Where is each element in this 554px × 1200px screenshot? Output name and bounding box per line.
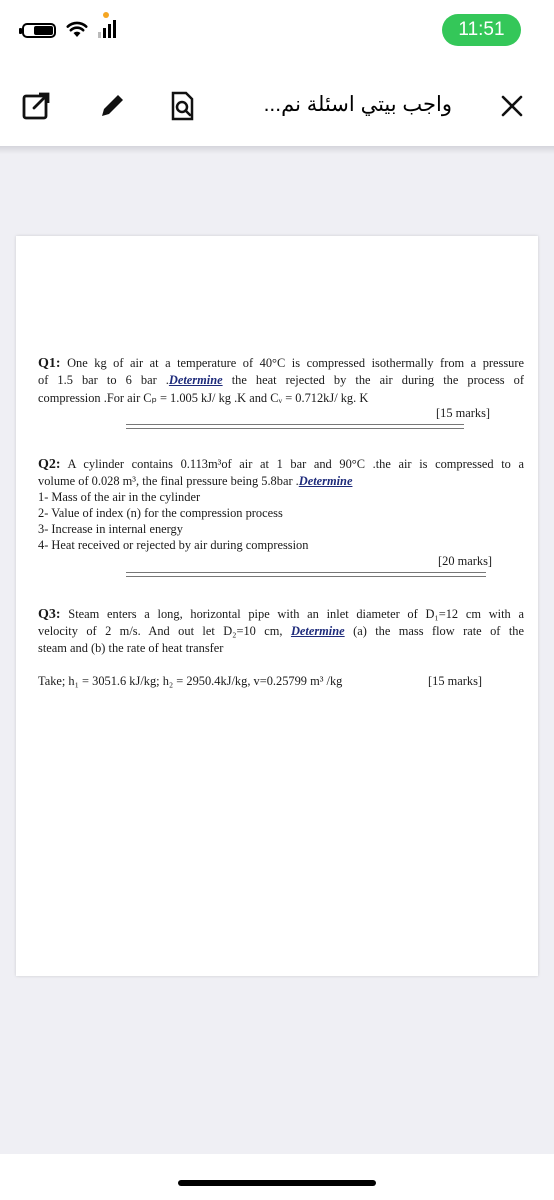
search-document-icon[interactable] bbox=[166, 90, 198, 122]
battery-icon bbox=[22, 23, 56, 38]
wifi-icon bbox=[66, 20, 88, 38]
q3-marks: [15 marks] bbox=[428, 674, 483, 688]
q3-number: Q3: bbox=[38, 607, 61, 622]
document-viewer[interactable] bbox=[0, 154, 554, 1154]
signal-icon bbox=[98, 20, 120, 38]
document-page bbox=[16, 236, 538, 976]
q1-marks: [15 marks] bbox=[436, 406, 491, 420]
q2-line-2: volume of 0.028 m³, the final pressure being 5.8bar .Determine bbox=[38, 474, 353, 488]
pencil-icon[interactable] bbox=[96, 90, 128, 122]
q2-marks: [20 marks] bbox=[438, 554, 493, 568]
separator-line bbox=[126, 424, 464, 429]
q2-item: 2- Value of index (n) for the compression process bbox=[38, 506, 283, 520]
close-icon[interactable] bbox=[496, 90, 528, 122]
status-time: 11:51 bbox=[442, 14, 521, 46]
document-title: واجب بيتي اسئلة نم... bbox=[263, 93, 452, 116]
determine-label: Determine bbox=[290, 624, 345, 638]
q1-line-3: compression .For air Cₚ = 1.005 kJ/ kg .K and Cᵥ = 0.712kJ/ kg. K bbox=[38, 391, 369, 405]
q2-line-1: Q2: A cylinder contains 0.113m³of air at 1 bar and 90°C .the air is compressed to a bbox=[38, 457, 524, 472]
q3-given-values: Take; h₁ = 3051.6 kJ/kg; h₂ = 2950.4kJ/kg, v=0.25799 m³ /kg bbox=[38, 674, 343, 688]
q2-item: 1- Mass of the air in the cylinder bbox=[38, 490, 201, 504]
q1-line-2: of 1.5 bar to 6 bar .Determine the heat rejected by the air during the process of bbox=[38, 373, 524, 387]
edit-external-icon[interactable] bbox=[20, 90, 52, 122]
home-indicator[interactable] bbox=[178, 1180, 376, 1186]
separator-line bbox=[126, 572, 486, 577]
q1-number: Q1: bbox=[38, 356, 61, 371]
q2-item: 3- Increase in internal energy bbox=[38, 522, 183, 536]
q3-line-1: Q3: Steam enters a long, horizontal pipe with an inlet diameter of D₁=12 cm with a bbox=[38, 607, 524, 622]
determine-label: Determine bbox=[168, 373, 223, 387]
q1-line-1: Q1: One kg of air at a temperature of 40°C is compressed isothermally from a pressure bbox=[38, 356, 524, 371]
status-bar bbox=[0, 0, 554, 60]
viewer-toolbar bbox=[0, 78, 554, 134]
toolbar-divider bbox=[0, 146, 554, 154]
privacy-indicator-dot bbox=[103, 12, 109, 18]
q3-line-2: velocity of 2 m/s. And out let D₂=10 cm, Determine (a) the mass flow rate of the bbox=[38, 624, 524, 638]
q3-line-3: steam and (b) the rate of heat transfer bbox=[38, 641, 224, 655]
q2-number: Q2: bbox=[38, 457, 61, 472]
determine-label: Determine bbox=[298, 474, 353, 488]
q2-item: 4- Heat received or rejected by air during compression bbox=[38, 538, 309, 552]
